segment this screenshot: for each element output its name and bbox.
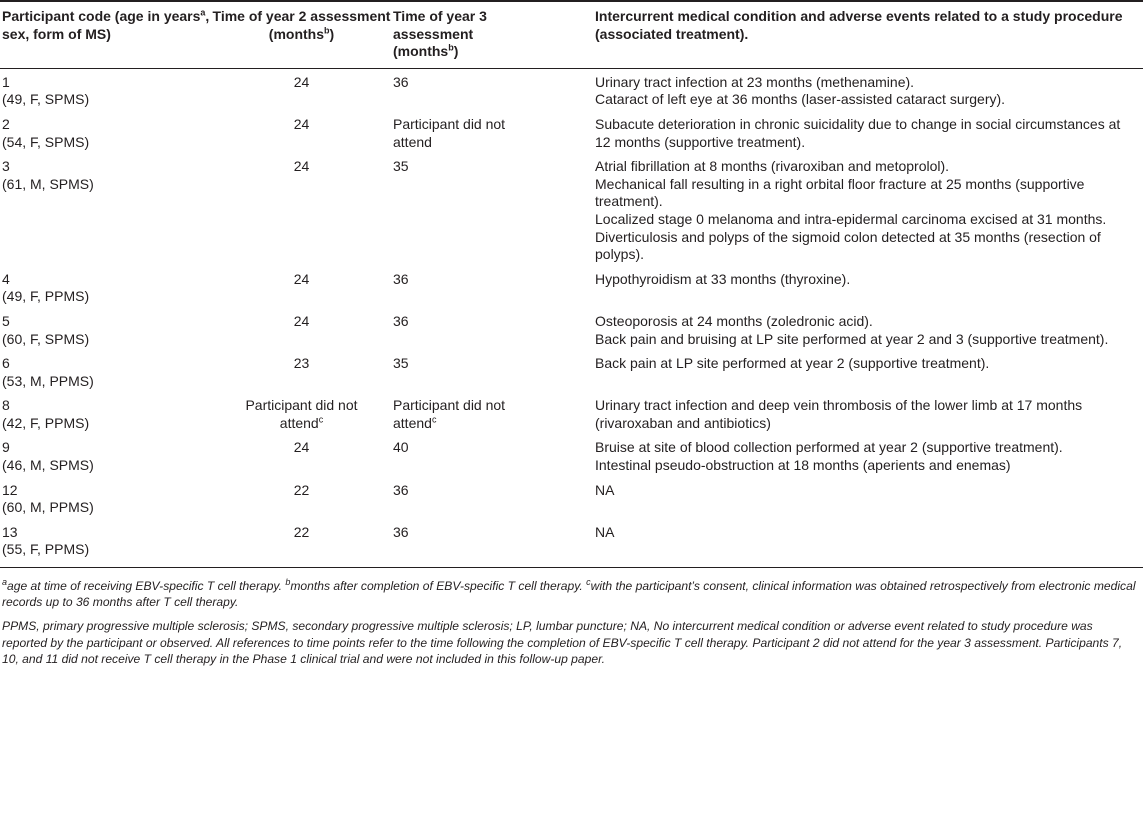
year3-value: 40 (393, 439, 409, 456)
event-item: Osteoporosis at 24 months (zoledronic acid). (595, 312, 873, 329)
footnote-mark: c (431, 414, 437, 425)
year2-cell (210, 308, 393, 350)
event-item: Subacute deterioration in chronic suicidality due to change in social circumstances at 12 months (supportive treatment). (595, 115, 1121, 150)
participant-cell (0, 308, 210, 350)
event-item: Urinary tract infection and deep vein thrombosis of the lower limb at 17 months (rivaroxaban and antibiotics) (595, 397, 1083, 431)
event-item: Back pain and bruising at LP site performed at year 2 and 3 (supportive treatment). (595, 330, 1109, 347)
participant-details: (61, M, SPMS) (2, 175, 94, 192)
year2-cell (210, 153, 393, 266)
year3-value: 36 (393, 481, 409, 498)
year3-value: 36 (393, 523, 409, 540)
event-item: Diverticulosis and polyps of the sigmoid colon detected at 35 months (resection of polyps). (595, 228, 1101, 263)
participant-details: (49, F, SPMS) (2, 91, 90, 108)
year2-cell (210, 477, 393, 519)
events-cell (595, 350, 1143, 392)
year3-cell (393, 69, 595, 111)
footnote-abbreviations: PPMS, primary progressive multiple sclerosis; SPMS, secondary progressive multiple sclerosis; LP, lumbar puncture; NA, No intercurrent medical condition or adverse event related to study procedure was reported by the participant or observed. All references to time points refer to the time following the completion of EBV-specific T cell therapy. Participant 2 did not attend for the year 3 assessment. Participants 7, 10, and 11 did not receive T cell therapy in the Phase 1 clinical trial and were not included in this follow-up paper. (2, 619, 1123, 666)
year3-cell (393, 308, 595, 350)
event-item: Mechanical fall resulting in a right orbital floor fracture at 25 months (supportive treatment). (595, 175, 1085, 210)
year2-value: 23 (293, 355, 310, 372)
events-cell (595, 392, 1143, 434)
year3-cell (393, 111, 595, 153)
year3-cell (393, 477, 595, 519)
table-header-row (0, 2, 1143, 68)
footnote-mark: c (318, 414, 324, 425)
table-row (0, 392, 1143, 434)
year3-value: Participant did not attend (393, 115, 506, 150)
participant-code: 5 (2, 312, 10, 329)
header-events: Intercurrent medical condition and adverse events related to a study procedure (associated treatment). (595, 8, 1123, 42)
participant-cell (0, 519, 210, 561)
table-row (0, 153, 1143, 266)
year2-value: 24 (293, 73, 310, 90)
participant-code: 6 (2, 355, 10, 372)
event-item: Bruise at site of blood collection performed at year 2 (supportive treatment). (595, 439, 1063, 456)
events-cell (595, 69, 1143, 111)
participant-cell (0, 69, 210, 111)
year3-cell (393, 350, 595, 392)
table-row (0, 111, 1143, 153)
footnote-abc: $^a$age at time of receiving EBV-specific T cell therapy. $^b$months after completion of EBV-specific T cell therapy. $^c$with the participant’s consent, clinical information was obtained retrospectively from electronic medical records up to 36 months after T cell therapy. (2, 577, 1136, 610)
event-item: Back pain at LP site performed at year 2 (supportive treatment). (595, 355, 990, 372)
year3-value: 35 (393, 355, 409, 372)
year2-cell (210, 434, 393, 476)
table-row (0, 434, 1143, 476)
participant-code: 1 (2, 73, 10, 90)
header-year2: Time of year 2 assessment (months$^b$) (212, 8, 391, 42)
event-item: Intestinal pseudo-obstruction at 18 months (aperients and enemas) (595, 457, 1011, 474)
participant-cell (0, 392, 210, 434)
year2-value: 22 (293, 523, 310, 540)
participant-details: (46, M, SPMS) (2, 457, 94, 474)
events-cell (595, 477, 1143, 519)
table-footnotes (0, 568, 1143, 667)
table-row (0, 519, 1143, 561)
event-item: Atrial fibrillation at 8 months (rivaroxiban and metoprolol). (595, 158, 950, 175)
participant-code: 8 (2, 397, 10, 414)
event-item: Localized stage 0 melanoma and intra-epidermal carcinoma excised at 31 months. (595, 210, 1107, 227)
year3-cell (393, 153, 595, 266)
year3-cell (393, 392, 595, 434)
year2-value: 24 (293, 270, 310, 287)
table-row (0, 69, 1143, 111)
event-item: Urinary tract infection at 23 months (methenamine). (595, 73, 915, 90)
year3-cell (393, 266, 595, 308)
participant-details: (53, M, PPMS) (2, 372, 94, 389)
participant-cell (0, 111, 210, 153)
year3-value: 36 (393, 73, 409, 90)
participant-details: (60, M, PPMS) (2, 499, 94, 516)
year2-value: 24 (293, 439, 310, 456)
year2-cell (210, 69, 393, 111)
year2-value: 24 (293, 115, 310, 132)
events-cell (595, 111, 1143, 153)
events-cell (595, 434, 1143, 476)
year3-value: 35 (393, 158, 409, 175)
participant-cell (0, 266, 210, 308)
year2-cell (210, 392, 393, 434)
year3-cell (393, 434, 595, 476)
events-cell (595, 266, 1143, 308)
table-row (0, 266, 1143, 308)
adverse-events-table-body (0, 69, 1143, 561)
participant-details: (42, F, PPMS) (2, 414, 90, 431)
participant-details: (49, F, PPMS) (2, 288, 90, 305)
table-row (0, 350, 1143, 392)
table-row (0, 308, 1143, 350)
year3-value: Participant did not attend (393, 397, 506, 431)
participant-details: (60, F, SPMS) (2, 330, 90, 347)
participant-code: 3 (2, 158, 10, 175)
events-cell (595, 308, 1143, 350)
participant-code: 4 (2, 270, 10, 287)
event-item: Cataract of left eye at 36 months (laser-assisted cataract surgery). (595, 91, 1006, 108)
year2-value: Participant did not attend (245, 397, 358, 431)
participant-cell (0, 350, 210, 392)
event-item: NA (595, 481, 615, 498)
header-participant: Participant code (age in years$^a$, sex, form of MS) (2, 7, 210, 42)
year2-value: 24 (293, 158, 310, 175)
year2-cell (210, 350, 393, 392)
participant-cell (0, 153, 210, 266)
event-item: NA (595, 523, 615, 540)
participant-details: (55, F, PPMS) (2, 541, 90, 558)
participant-details: (54, F, SPMS) (2, 133, 90, 150)
header-year3: Time of year 3 assessment (months$^b$) (393, 8, 487, 60)
adverse-events-table (0, 2, 1143, 68)
events-cell (595, 153, 1143, 266)
participant-code: 2 (2, 115, 10, 132)
participant-code: 9 (2, 439, 10, 456)
participant-cell (0, 434, 210, 476)
table-row (0, 477, 1143, 519)
year2-value: 24 (293, 312, 310, 329)
participant-code: 13 (2, 523, 18, 540)
year3-value: 36 (393, 270, 409, 287)
events-cell (595, 519, 1143, 561)
year2-cell (210, 266, 393, 308)
year2-cell (210, 111, 393, 153)
year2-cell (210, 519, 393, 561)
year3-cell (393, 519, 595, 561)
year2-value: 22 (293, 481, 310, 498)
participant-cell (0, 477, 210, 519)
participant-code: 12 (2, 481, 18, 498)
event-item: Hypothyroidism at 33 months (thyroxine). (595, 270, 851, 287)
year3-value: 36 (393, 312, 409, 329)
